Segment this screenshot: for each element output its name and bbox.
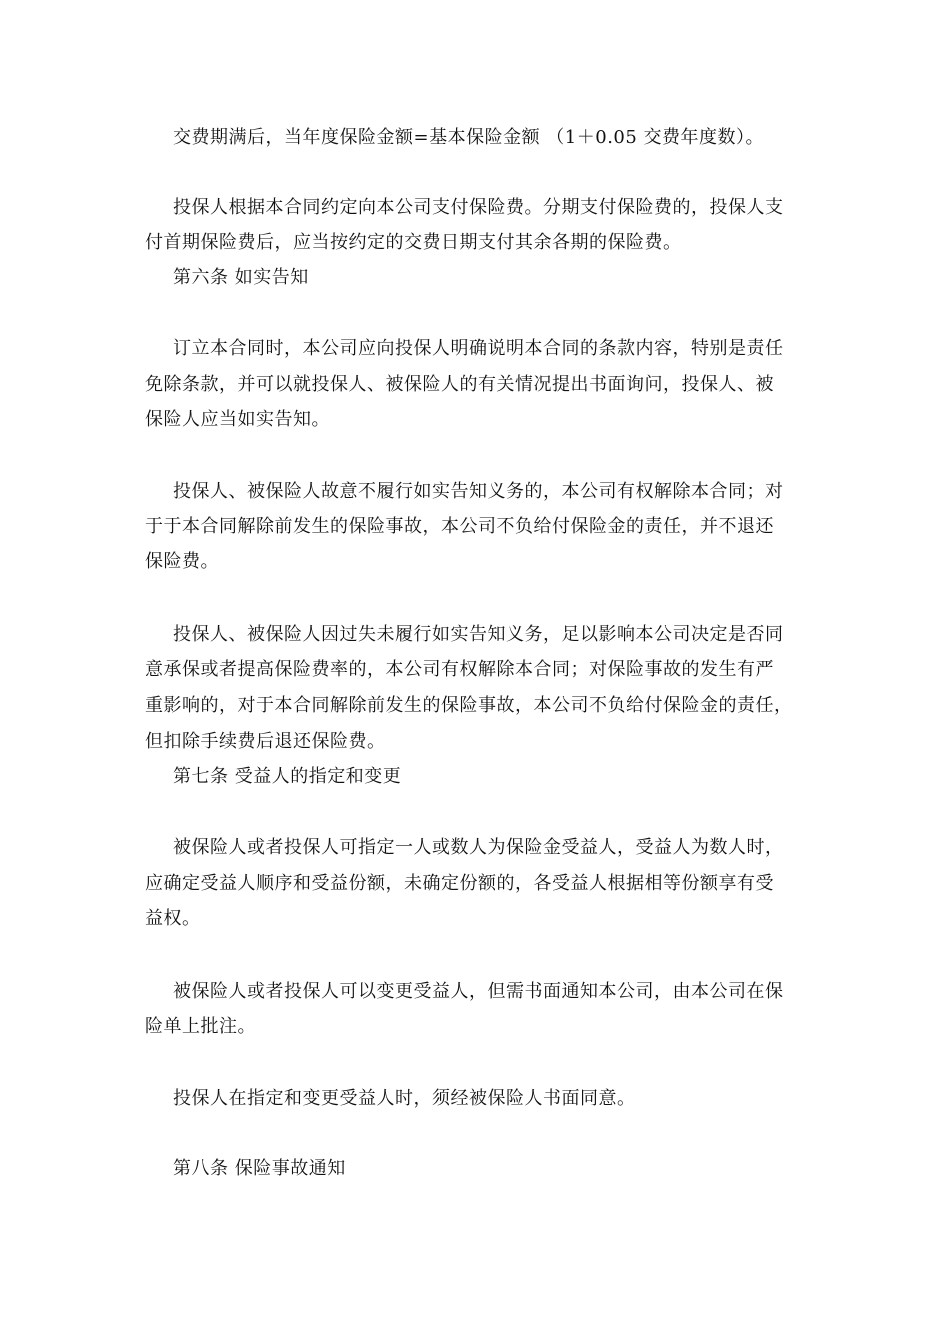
paragraph-line: 于于本合同解除前发生的保险事故，本公司不负给付保险金的责任，并不退还 [145,516,774,537]
paragraph-line: 但扣除手续费后退还保险费。 [145,731,386,752]
paragraph-line: 免除条款，并可以就投保人、被保险人的有关情况提出书面询问，投保人、被 [145,374,774,395]
paragraph-line: 应确定受益人顺序和受益份额，未确定份额的，各受益人根据相等份额享有受 [145,873,774,894]
paragraph-line: 益权。 [145,908,201,929]
section-heading: 第八条 保险事故通知 [173,1158,346,1179]
paragraph-line: 被保险人或者投保人可以变更受益人，但需书面通知本公司，由本公司在保 [173,981,784,1002]
paragraph-line: 付首期保险费后，应当按约定的交费日期支付其余各期的保险费。 [145,232,682,253]
paragraph-line: 保险费。 [145,551,219,572]
paragraph-line: 保险人应当如实告知。 [145,409,330,430]
paragraph-line: 被保险人或者投保人可指定一人或数人为保险金受益人，受益人为数人时， [173,837,784,858]
paragraph-line: 投保人根据本合同约定向本公司支付保险费。分期支付保险费的，投保人支 [173,197,784,218]
paragraph-line: 投保人、被保险人因过失未履行如实告知义务，足以影响本公司决定是否同 [173,624,784,645]
paragraph-line: 险单上批注。 [145,1016,256,1037]
paragraph-line: 投保人在指定和变更受益人时，须经被保险人书面同意。 [173,1088,636,1109]
section-heading: 第七条 受益人的指定和变更 [173,766,402,787]
section-heading: 第六条 如实告知 [173,267,309,288]
paragraph-line: 订立本合同时，本公司应向投保人明确说明本合同的条款内容，特别是责任 [173,338,784,359]
paragraph-line: 意承保或者提高保险费率的，本公司有权解除本合同；对保险事故的发生有严 [145,659,774,680]
paragraph-line: 投保人、被保险人故意不履行如实告知义务的，本公司有权解除本合同；对 [173,481,784,502]
paragraph-line: 重影响的，对于本合同解除前发生的保险事故，本公司不负给付保险金的责任， [145,695,793,716]
paragraph-line: 交费期满后，当年度保险金额=基本保险金额 （1＋0.05 交费年度数）。 [173,127,765,148]
